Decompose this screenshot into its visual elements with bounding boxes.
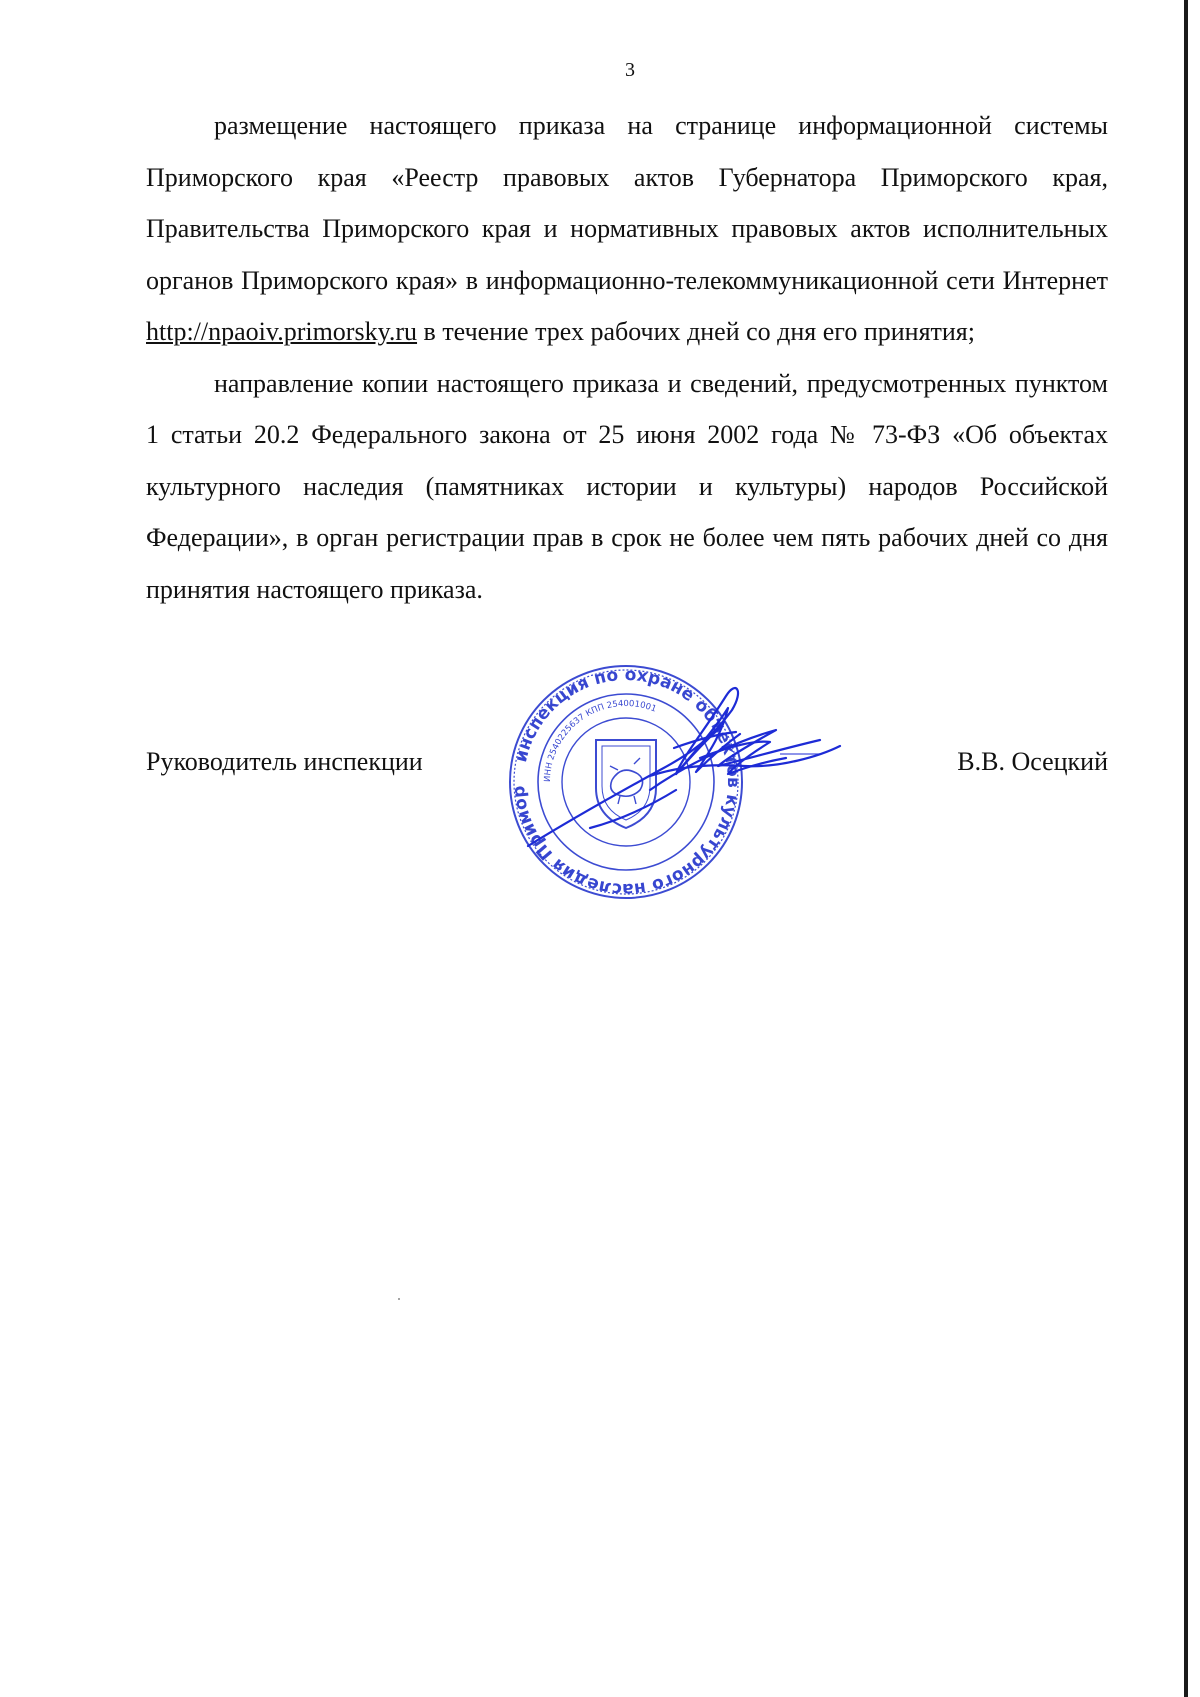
registry-link[interactable]: http://npaoiv.primorsky.ru — [146, 317, 418, 346]
paragraph-publication — [146, 100, 1108, 358]
signer-title: Руководитель инспекции — [146, 747, 423, 776]
document-body — [146, 100, 1108, 615]
stamp-outer-text: инспекция по охране объектов культурного наследия Приморского края * ОГРН 1162536096087 * — [492, 655, 744, 900]
handwritten-signature — [528, 688, 840, 846]
scan-speck — [398, 1298, 400, 1300]
stamp-inner-text: ИНН 2540225637 КПП 254001001 — [542, 698, 658, 783]
signer-name: В.В. Осецкий — [957, 747, 1108, 776]
paragraph-registration: направление копии настоящего приказа и сведений, предусмотренных пунктом 1 статьи 20.2 Федерального закона от 25 июня 2002 года № 73-ФЗ «Об объектах культурного наследия (памятниках истории и культуры) народов Российской Федерации», в орган регистрации прав в срок не более чем пять рабочих дней со дня принятия настоящего приказа. — [146, 368, 1108, 604]
paragraph-publication-text-start: размещение настоящего приказа на странице информационной системы Приморского края «Реестр правовых актов Губернатора Приморского края, Правительства Приморского края и нормативных правовых актов исполнительных органов Приморского края» в информационно-телекоммуникационной сети Интернет — [146, 111, 1108, 295]
page-number: 3 — [625, 59, 635, 81]
page-edge-shadow — [1184, 0, 1188, 1697]
official-stamp-seal — [492, 655, 900, 960]
paragraph-publication-text-end: в течение трех рабочих дней со дня его принятия; — [417, 317, 975, 346]
